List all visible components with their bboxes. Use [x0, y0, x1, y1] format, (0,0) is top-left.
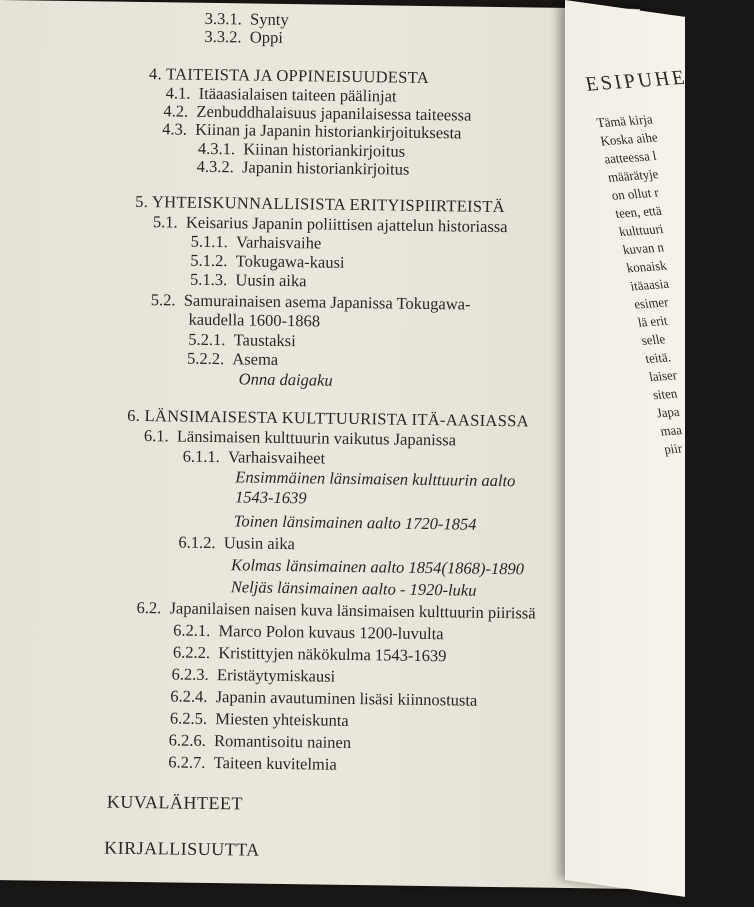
section-kuvalahteet — [107, 792, 243, 814]
entry-number: 5.1. — [152, 212, 178, 232]
text-line: teitä. — [643, 349, 673, 367]
entry-number: 6.1.2. — [178, 532, 216, 553]
entry-title: Uusin aika — [235, 270, 307, 291]
toc-entry-5-1-3 — [190, 270, 307, 292]
facing-page-heading: ESIPUHE — [583, 66, 690, 96]
toc-entry-5-2-cont — [188, 310, 320, 332]
toc-subentry-wave-4 — [231, 577, 477, 600]
entry-number: 5.2.1. — [188, 329, 226, 350]
entry-number: 6.2.6. — [168, 730, 206, 750]
toc-entry-6-2-2 — [173, 642, 447, 666]
toc-entry-6-2-3 — [171, 664, 335, 686]
entry-title: Samurainaisen asema Japanissa Tokugawa- — [183, 290, 471, 314]
entry-number: 5.2. — [150, 290, 176, 310]
entry-title: Kolmas länsimainen aalto 1854(1868)-1890 — [231, 555, 525, 579]
text-line: lä erit — [636, 312, 669, 330]
entry-title: Kristittyjen näkökulma 1543-1639 — [218, 643, 447, 666]
entry-title: Ensimmäinen länsimaisen kulttuurin aalto — [235, 467, 516, 491]
entry-number: 6.2.7. — [168, 752, 206, 772]
entry-title: Itäaasialaisen taiteen päälinjat — [198, 83, 397, 106]
text-line: aatteessa l — [602, 147, 658, 167]
entry-title: Japanin avautuminen lisäsi kiinnostusta — [215, 687, 478, 710]
entry-title: Kiinan ja Japanin historiankirjoituksesta — [195, 119, 462, 143]
entry-number: 3.3.2. — [204, 26, 242, 47]
facing-page — [565, 0, 690, 897]
entry-title: Asema — [232, 349, 279, 369]
entry-title: Länsimaisen kulttuurin vaikutus Japanissa — [176, 426, 457, 450]
toc-entry-4-3-2 — [197, 157, 410, 180]
entry-number: 5.1.1. — [190, 231, 228, 252]
text-line: selle — [640, 331, 667, 348]
toc-entry-6-1-2 — [178, 533, 295, 555]
text-line: on ollut r — [610, 184, 660, 203]
entry-title: Keisarius Japanin poliittisen ajattelun historiassa — [185, 212, 508, 237]
entry-title: Synty — [250, 9, 289, 30]
toc-entry-6-2-7 — [168, 752, 337, 774]
entry-title: Neljäs länsimainen aalto - 1920-luku — [230, 577, 477, 600]
section-kirjallisuutta — [104, 838, 260, 860]
text-line: Koska aihe — [598, 129, 659, 149]
text-line: siten — [651, 385, 679, 403]
text-line: itäaasia — [628, 275, 671, 294]
entry-title: Uusin aika — [223, 533, 295, 554]
entry-title: Miesten yhteiskunta — [215, 709, 349, 730]
entry-title: 1543-1639 — [234, 487, 307, 508]
section-title: KUVALÄHTEET — [106, 791, 244, 814]
text-line: määrätyje — [606, 166, 660, 185]
entry-number: 6.2.3. — [171, 664, 209, 684]
entry-number: 4.3.2. — [196, 156, 234, 177]
text-line: Tämä kirja — [595, 111, 654, 131]
entry-title: Varhaisvaiheet — [227, 447, 326, 468]
entry-number: 4.2. — [163, 101, 189, 121]
text-line: Japa — [655, 403, 681, 421]
chapter-title: 6. LÄNSIMAISESTA KULTTUURISTA ITÄ-AASIASSA — [127, 405, 530, 431]
entry-number: 6.2.2. — [172, 642, 211, 662]
entry-title: kaudella 1600-1868 — [188, 309, 321, 331]
section-title: KIRJALLISUUTTA — [104, 837, 260, 860]
entry-number: 6.2. — [136, 597, 162, 618]
entry-title: Taiteen kuvitelmia — [213, 753, 337, 774]
entry-title: Kiinan historiankirjoitus — [243, 139, 406, 161]
entry-title: Japanilaisen naisen kuva länsimaisen kulttuurin piirissä — [169, 598, 536, 623]
text-line: laiser — [647, 367, 679, 385]
entry-title: Marco Polon kuvaus 1200-luvulta — [218, 621, 444, 644]
entry-title: Japanin historiankirjoitus — [241, 157, 410, 179]
toc-entry-3-3-2 — [204, 27, 283, 48]
chapter-title: 5. YHTEISKUNNALLISISTA ERITYISPIIRTEISTÄ — [135, 191, 506, 217]
entry-number: 4.3.1. — [197, 138, 236, 159]
chapter-title: 4. TAITEISTA JA OPPINEISUUDESTA — [148, 64, 430, 87]
text-line: kuvan n — [621, 239, 666, 258]
entry-number: 6.1.1. — [182, 446, 220, 467]
entry-title: Zenbuddhalaisuus japanilaisessa taiteessa — [196, 101, 472, 125]
toc-subentry-onna-daigaku — [239, 369, 333, 390]
entry-number: 5.1.3. — [189, 269, 228, 290]
entry-number: 6.2.1. — [173, 620, 211, 640]
entry-title: Toinen länsimainen aalto 1720-1854 — [233, 511, 477, 534]
text-line: piir — [662, 440, 684, 457]
entry-number: 6.1. — [143, 426, 169, 446]
toc-entry-6-2-4 — [170, 686, 477, 710]
facing-page-text — [595, 108, 754, 459]
text-line: esimer — [632, 294, 670, 312]
toc-entry-6-1-1 — [183, 447, 326, 469]
entry-title: Eristäytymiskausi — [216, 665, 336, 686]
entry-title: Romantisoitu nainen — [213, 731, 352, 752]
toc-entry-6-2-6 — [169, 730, 352, 753]
entry-title: Tokugawa-kausi — [235, 251, 345, 272]
toc-subentry-wave-1-dates — [235, 487, 307, 508]
entry-number: 6.2.4. — [170, 686, 208, 706]
toc-subentry-wave-2 — [234, 511, 477, 534]
text-line: konaisk — [625, 257, 668, 276]
entry-number: 4.1. — [165, 83, 191, 103]
text-line: kulttuuri — [617, 220, 665, 240]
toc-entry-6-2 — [136, 598, 535, 624]
entry-number: 5.1.2. — [190, 250, 228, 271]
toc-subentry-wave-3 — [231, 555, 524, 579]
text-line: maa — [658, 421, 684, 439]
toc-entry-6-2-1 — [173, 620, 444, 644]
entry-number: 6.2.5. — [169, 708, 208, 728]
entry-title: Varhaisvaihe — [235, 232, 322, 253]
entry-title: Onna daigaku — [238, 369, 333, 390]
text-line: teen, että — [613, 202, 663, 221]
entry-number: 4.3. — [162, 119, 188, 139]
toc-entry-6-2-5 — [170, 708, 349, 730]
entry-number: 5.2.2. — [186, 348, 225, 369]
entry-title: Oppi — [249, 27, 284, 47]
entry-title: Taustaksi — [233, 330, 296, 351]
toc-entry-5-2-2 — [187, 349, 278, 370]
entry-number: 3.3.1. — [204, 8, 243, 29]
